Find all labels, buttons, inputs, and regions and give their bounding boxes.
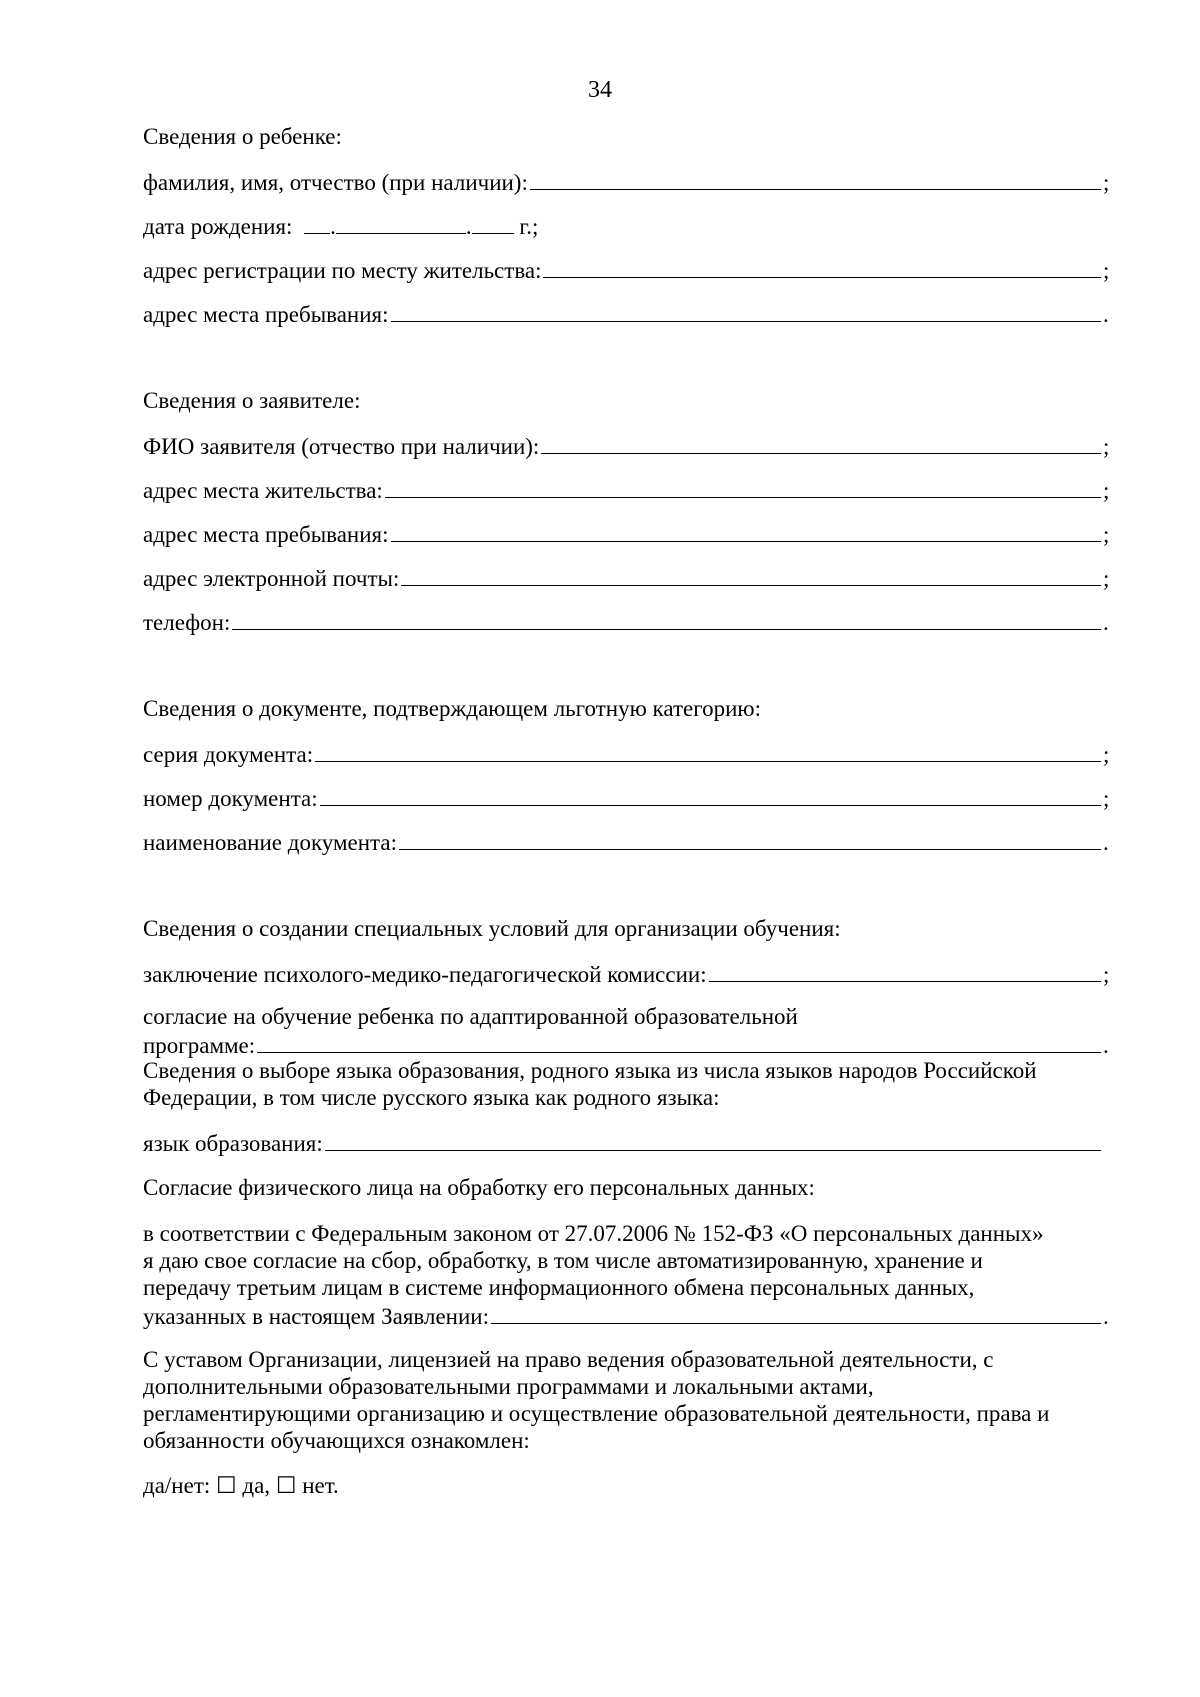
child-stay-address-field — [143, 299, 1113, 329]
personal-data-line1: в соответствии с Федеральным законом от 27.07.2006 № 152-ФЗ «О персональных данных» — [143, 1221, 1044, 1246]
applicant-phone-end: . — [1103, 610, 1109, 635]
child-fio-blank[interactable] — [530, 167, 1101, 190]
applicant-email-field — [143, 563, 1113, 593]
applicant-residence-end: ; — [1103, 478, 1110, 503]
benefit-doc-name-label: наименование документа: — [143, 830, 397, 855]
applicant-email-end: ; — [1103, 566, 1110, 591]
child-fio-field — [143, 167, 1113, 197]
applicant-residence-blank[interactable] — [385, 475, 1101, 498]
applicant-stay-field — [143, 519, 1113, 549]
yes-label: да, — [242, 1473, 271, 1498]
applicant-fio-blank[interactable] — [541, 431, 1101, 454]
page-number: 34 — [588, 77, 612, 103]
applicant-stay-label: адрес места пребывания: — [143, 522, 389, 547]
applicant-residence-label: адрес места жительства: — [143, 478, 383, 503]
special-conditions-heading: Сведения о создании специальных условий для организации обучения: — [143, 916, 841, 941]
personal-data-end: . — [1103, 1304, 1109, 1329]
no-label: нет. — [302, 1473, 339, 1498]
commission-blank[interactable] — [709, 959, 1101, 982]
child-reg-address-field — [143, 255, 1113, 285]
benefit-doc-series-blank[interactable] — [315, 739, 1101, 762]
language-label: язык образования: — [143, 1131, 323, 1156]
language-heading-line1: Сведения о выборе языка образования, родного языка из числа языков народов Российской — [143, 1058, 1037, 1083]
benefit-doc-number-field — [143, 783, 1113, 813]
charter-paragraph — [143, 1346, 1113, 1454]
commission-end: ; — [1103, 962, 1110, 987]
yes-no-label: да/нет: — [143, 1473, 211, 1498]
yes-no-answer — [143, 1472, 1113, 1500]
child-dob-dot2: . — [465, 214, 472, 239]
charter-line4: обязанности обучающихся ознакомлен: — [143, 1428, 530, 1453]
benefit-doc-name-end: . — [1103, 830, 1109, 855]
charter-line1: С уставом Организации, лицензией на право ведения образовательной деятельности, с — [143, 1347, 994, 1372]
benefit-doc-series-end: ; — [1103, 742, 1110, 767]
child-dob-dot1: . — [330, 214, 336, 239]
charter-line3: регламентирующими организацию и осуществление образовательной деятельности, права и — [143, 1401, 1050, 1426]
child-fio-end: ; — [1103, 170, 1110, 195]
personal-data-paragraph — [143, 1220, 1113, 1330]
personal-data-heading: Согласие физического лица на обработку его персональных данных: — [143, 1175, 815, 1200]
adapted-program-label: программе: — [143, 1033, 256, 1058]
child-fio-label: фамилия, имя, отчество (при наличии): — [143, 170, 528, 195]
language-field — [143, 1128, 1113, 1158]
applicant-stay-blank[interactable] — [391, 519, 1101, 542]
applicant-stay-end: ; — [1103, 522, 1110, 547]
language-heading — [143, 1057, 1113, 1111]
child-dob-day-blank[interactable] — [304, 211, 330, 234]
language-blank[interactable] — [325, 1128, 1101, 1151]
applicant-phone-blank[interactable] — [232, 607, 1101, 630]
child-reg-address-end: ; — [1103, 258, 1110, 283]
benefit-doc-heading: Сведения о документе, подтверждающем льготную категорию: — [143, 696, 761, 721]
benefit-doc-name-blank[interactable] — [399, 827, 1101, 850]
child-reg-address-blank[interactable] — [543, 255, 1101, 278]
applicant-fio-label: ФИО заявителя (отчество при наличии): — [143, 434, 540, 459]
child-dob-suffix: г.; — [519, 214, 539, 239]
child-stay-address-blank[interactable] — [391, 299, 1101, 322]
commission-label: заключение психолого-медико-педагогической комиссии: — [143, 962, 707, 987]
commission-field — [143, 959, 1113, 989]
benefit-doc-name-field — [143, 827, 1113, 857]
personal-data-line3: передачу третьим лицам в системе информационного обмена персональных данных, — [143, 1275, 975, 1300]
benefit-doc-number-label: номер документа: — [143, 786, 318, 811]
no-checkbox[interactable]: ☐ — [275, 1473, 297, 1498]
benefit-doc-number-blank[interactable] — [320, 783, 1101, 806]
language-heading-line2: Федерации, в том числе русского языка как родного языка: — [143, 1085, 720, 1110]
applicant-phone-label: телефон: — [143, 610, 231, 635]
adapted-program-field — [143, 1030, 1113, 1059]
applicant-fio-end: ; — [1103, 434, 1110, 459]
applicant-email-label: адрес электронной почты: — [143, 566, 400, 591]
applicant-fio-field — [143, 431, 1113, 461]
personal-data-line4-label: указанных в настоящем Заявлении: — [143, 1304, 489, 1329]
personal-data-line2: я даю свое согласие на сбор, обработку, в том числе автоматизированную, хранение и — [143, 1248, 983, 1273]
adapted-program-line1: согласие на обучение ребенка по адаптированной образовательной — [143, 1004, 798, 1029]
child-heading: Сведения о ребенке: — [143, 124, 342, 149]
benefit-doc-series-field — [143, 739, 1113, 769]
personal-data-field — [143, 1301, 1113, 1330]
applicant-email-blank[interactable] — [401, 563, 1101, 586]
child-dob-field — [143, 211, 1113, 241]
child-dob-label: дата рождения: — [143, 214, 293, 239]
benefit-doc-series-label: серия документа: — [143, 742, 314, 767]
adapted-program-end: . — [1103, 1033, 1109, 1058]
yes-checkbox[interactable]: ☐ — [216, 1473, 237, 1498]
adapted-program-blank[interactable] — [257, 1030, 1101, 1053]
applicant-phone-field — [143, 607, 1113, 637]
charter-line2: дополнительными образовательными программами и локальными актами, — [143, 1374, 874, 1399]
benefit-doc-number-end: ; — [1103, 786, 1110, 811]
child-dob-year-blank[interactable] — [472, 211, 514, 234]
applicant-heading: Сведения о заявителе: — [143, 388, 361, 413]
adapted-program-consent — [143, 1003, 1113, 1059]
child-stay-address-end: . — [1103, 302, 1109, 327]
child-reg-address-label: адрес регистрации по месту жительства: — [143, 258, 542, 283]
child-dob-month-blank[interactable] — [336, 211, 466, 234]
child-stay-address-label: адрес места пребывания: — [143, 302, 389, 327]
personal-data-blank[interactable] — [491, 1301, 1101, 1324]
applicant-residence-field — [143, 475, 1113, 505]
